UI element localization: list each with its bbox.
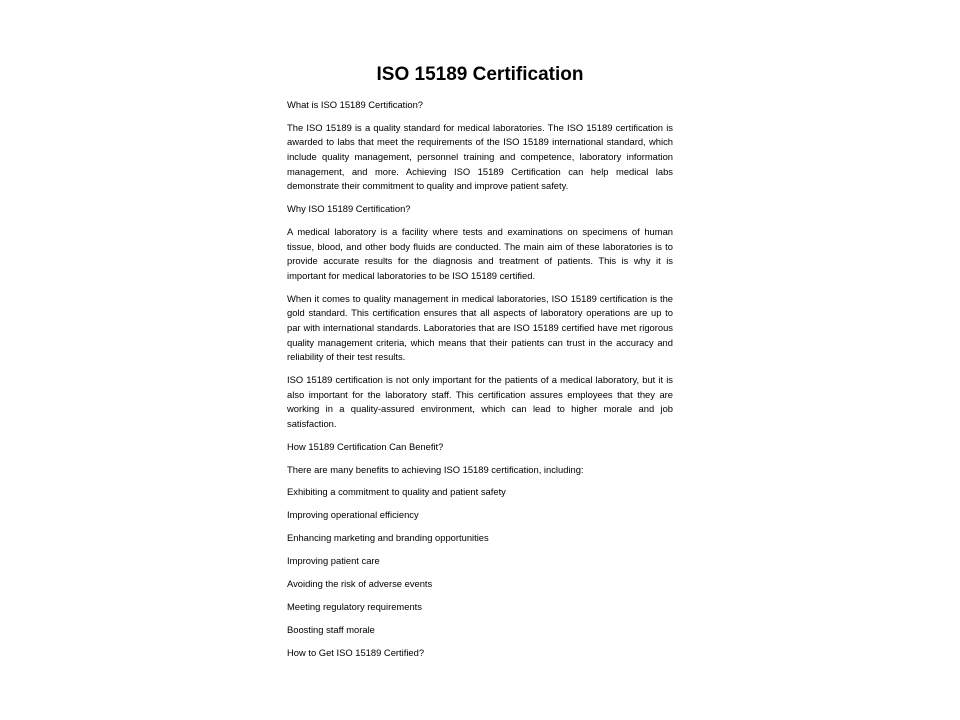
benefit-item: Avoiding the risk of adverse events	[287, 578, 433, 589]
document-body	[287, 98, 673, 669]
benefit-item: Improving operational efficiency	[287, 509, 419, 521]
paragraph: A medical laboratory is a facility where tests and examinations on specimens of human tissue, blood, and other body fluids are conducted. The main aim of these laboratories is to provide accurate results for the diagnosis and treatment of patients. This is why it is important for medical laboratories to be ISO 15189 certified.	[287, 226, 673, 281]
benefit-item: Improving patient care	[287, 555, 380, 567]
section-heading: Why ISO 15189 Certification?	[287, 203, 411, 215]
section-heading: What is ISO 15189 Certification?	[287, 99, 424, 110]
benefit-item: Enhancing marketing and branding opportunities	[287, 532, 489, 544]
paragraph: The ISO 15189 is a quality standard for medical laboratories. The ISO 15189 certification is awarded to labs that meet the requirements of the ISO 15189 international standard, which include quality management, personnel training and competence, laboratory information management, and more. Achieving ISO 15189 Certification can help medical labs demonstrate their commitment to quality and improve patient safety.	[287, 121, 673, 192]
paragraph: When it comes to quality management in medical laboratories, ISO 15189 certification is the gold standard. This certification ensures that all aspects of laboratory operations are up to par with international standards. Laboratories that are ISO 15189 certified have met rigorous quality management criteria, which means that their patients can trust in the accuracy and reliability of their test results.	[287, 292, 673, 363]
paragraph: ISO 15189 certification is not only important for the patients of a medical laboratory, but it is also important for the laboratory staff. This certification assures employees that they are working in a quality-assured environment, which can lead to higher morale and job satisfaction.	[287, 373, 673, 429]
benefit-item: Exhibiting a commitment to quality and patient safety	[287, 486, 506, 498]
section-heading: How 15189 Certification Can Benefit?	[287, 440, 444, 452]
section-heading: How to Get ISO 15189 Certified?	[287, 646, 425, 658]
benefit-item: Boosting staff morale	[287, 623, 375, 635]
page-title: ISO 15189 Certification	[376, 64, 584, 85]
paragraph: There are many benefits to achieving ISO 15189 certification, including:	[287, 463, 584, 475]
benefit-item: Meeting regulatory requirements	[287, 600, 422, 612]
